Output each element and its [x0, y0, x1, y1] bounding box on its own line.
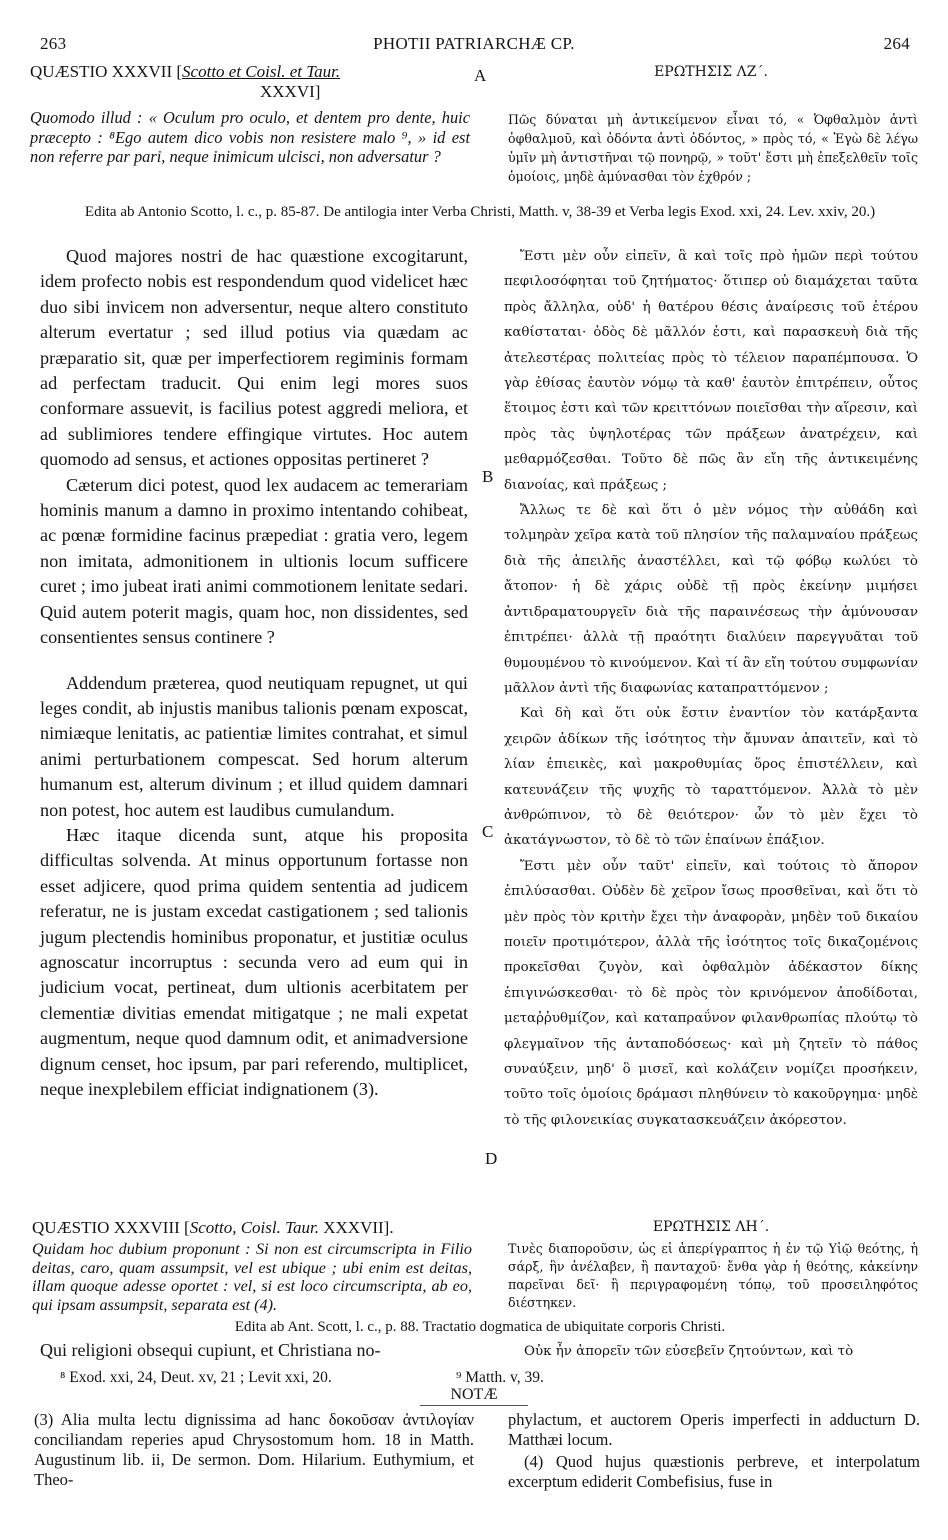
greek-question-text: Πῶς δύναται μὴ ἀντικείμενον εἶναι τό, « Ὀφθαλμὸν ἀντὶ ὀφθαλμοῦ, καὶ ὀδόντα ἀντὶ ὀδόντος, » πρὸς τό, « Ἐγὼ δὲ λέγω ὑμῖν μὴ ἀντιστῆναι τῷ πονηρῷ, » τοῦτ' ἔστι μὴ ἐπεξελθεῖν τοῖς ὁμοίοις, μηδὲ ἀμύνασθαι τὸν ἐχθρόν ;	[508, 112, 918, 184]
footnote-3-part2: phylactum, et auctorem Operis imperfecti in adducturn D. Matthæi locum.	[508, 1410, 920, 1449]
page-number-right: 264	[883, 34, 910, 53]
greek-column	[504, 244, 918, 1128]
latin-paragraph: Cæterum dici potest, quod lex audacem ac temerariam hominis manum a damno in proximo intentando cohibeat, ac pœnæ formidine facinus præpediat : gratia vero, legem non imitata, admonitionem in ultionis locum sufficere curet ; imo jubeat irati animi commotionem lenitate sedari. Quid autem poterit magis, quam hoc, non dissidentes, sed consentientes sensus continere ?	[40, 474, 468, 648]
latin-question-text-38: Quidam hoc dubium proponunt : Si non est circumscripta in Filio deitas, caro, quam assumpsit, vel est ubique ; ubi enim est deitas, illam quoque adesse oportet : vel, si est loco circumscripta, ab eo, qui ipsam assumpsit, separata est (4).	[32, 1240, 472, 1314]
greek-paragraph: Ἔστι μὲν οὖν ταῦτ' εἰπεῖν, καὶ τούτοις τὸ ἄπορον ἐπιλύσασθαι. Οὐδὲν δὲ χεῖρον ἴσως προσθεῖναι, καὶ ὅτι τὸ μὲν πρὸς τὸν κριτὴν ἔχει τὴν ἀναφορὰν, μηδὲν τοῦ δικαίου ποιεῖν προτιμότερον, ἀλλὰ τῆς ἰσότητος τοῖς δικαζομένοις προκεῖσθαι ζυγὸν, καὶ ὀφθαλμὸν ἀδέκαστον δίκης ἐπιγινώσκεσθαι· τὸ δὲ πρὸς τὸν κρινόμενον ἀποδίδοται, μεταῤῥυθμίζον, καὶ καταπραΰνον φιλανθρωπίας πλούτῳ τὸ φλεγμαῖνον τῆς ἀνταποδόσεως· καὶ μὴ ζητεῖν τὸ πάθος συναύξειν, μηδ' ὃ μισεῖ, καὶ κολάζειν νομίζει προσήκειν, τοῦτο τοῖς ὁμοίοις δράμασι πληθύνειν τὸ κακοῦργημα· μηδὲ τὸ τῆς φιλονεικίας συγκατασκευάζειν ἀκόρεστον.	[504, 858, 918, 1128]
margin-letter-b: B	[482, 467, 494, 486]
greek-paragraph: Ἄλλως τε δὲ καὶ ὅτι ὁ μὲν νόμος τὴν αὐθάδη καὶ τολμηρὰν χεῖρα κατὰ τοῦ πλησίον τῆς παλαμναίου πράξεως διὰ τῆς ἀπειλῆς ἀναστέλλει, καὶ τῷ φόβῳ κωλύει τὸ ἄτοπον· ἡ δὲ χάρις οὐδὲ τῇ πρὸς ἐκείνην μιμήσει ἀντιδραματουργεῖν διὰ τῆς παραινέσεως τὴν ἀμύνουσαν ἐπιτρέπει· ἀλλὰ τῇ πραότητι διαλύειν παρεγγυᾶται τοῦ θυμουμένου τὸ κινούμενον. Καὶ τί ἂν εἴη τούτου συμφωνίαν μᾶλλον ἀντὶ τῆς διαφωνίας καταπραττόμενον ;	[504, 503, 918, 696]
margin-letter-a: A	[474, 66, 487, 85]
title-text: QUÆSTIO XXXVII [	[30, 62, 183, 81]
edition-note-38: Edita ab Ant. Scott, l. c., p. 88. Tractatio dogmatica de ubiquitate corporis Christi.	[234, 1319, 726, 1335]
greek-start-line: Οὐκ ἦν ἀπορεῖν τῶν εὐσεβεῖν ζητούντων, καὶ τὸ	[524, 1344, 854, 1359]
footnote-refs-right: ⁹ Matth. v, 39.	[456, 1369, 544, 1386]
latin-column	[40, 244, 468, 1099]
greek-question-text-38: Τινὲς διαποροῦσιν, ὡς εἰ ἀπερίγραπτος ἡ ἐν τῷ Υἱῷ θεότης, ἡ σάρξ, ἣν ἀνέλαβεν, ἢ πανταχοῦ· ἔνθα γὰρ ἡ θεότης, κἀκείνην παρεῖναι δεῖ· ἢ περιγραφομένη τόπῳ, τοῦ προσειληφότος διέστηκεν.	[508, 1241, 918, 1310]
notae-rule	[420, 1405, 528, 1406]
greek-question-title: ΕΡΩΤΗΣΙΣ ΛΖ΄.	[654, 64, 768, 80]
title-text: QUÆSTIO XXXVIII [	[32, 1218, 190, 1237]
greek-paragraph: Ἔστι μὲν οὖν εἰπεῖν, ἃ καὶ τοῖς πρὸ ἡμῶν περὶ τούτου πεφιλοσόφηται τοῦ ζητήματος· ὅτιπερ οὐ διαμάχεται ταῦτα πρὸς ἄλληλα, οὐδ' ἡ θατέρου θέσις ἀναίρεσις τοῦ ἑτέρου καθίσταται· ὁδὸς δὲ μᾶλλόν ἐστι, καὶ παρασκευὴ διὰ τῆς ἀτελεστέρας πολιτείας πρὸς τὸ τέλειον παραπέμπουσα. Ὁ γὰρ ἐθίσας ἑαυτὸν νόμῳ τὰ καθ' ἑαυτὸν ἐπιτρέπειν, οὗτος ἕτοιμος ἐστι καὶ τῶν κρειττόνων ποιεῖσθαι τὴν αἵρεσιν, καὶ πρὸς τὰς ὑψηλοτέρας τῶν πράξεων ἀνατρέχειν, καὶ μεθαρμόζεσθαι. Τοῦτο δὲ πῶς ἂν εἴη τῆς ἀντικειμένης διανοίας, καὶ πράξεως ;	[504, 249, 918, 493]
margin-letter-d: D	[485, 1149, 498, 1168]
title-source: Scotto, Coisl. Taur.	[189, 1218, 319, 1237]
latin-paragraph: Addendum præterea, quod neutiquam repugnet, ut qui leges condit, ab injustis manibus talionis pœnam exposcat, nimiæque lenitatis, ac patientiæ limites contrahat, et simul animi perturbationem compescat. Sed horum alterum humanum est, alterum divinum ; et illud quidem damnari non potest, hoc autem est laudibus cumulandum.	[40, 672, 468, 820]
greek-question-title-38: ΕΡΩΤΗΣΙΣ ΛΗ΄.	[652, 1219, 770, 1235]
latin-paragraph: Quod majores nostri de hac quæstione excogitarunt, idem profecto nobis est respondendum quod videlicet hæc duo sibi invicem non adversentur, neque altero constituto alterum evertatur ; sed illud potius via quædam ac præparatio sit, quæ per imperfectiorem regiminis formam ad perfectam traducit. Qui enim legi mores suos conformare assuevit, is facilius potest aggredi meliora, et ad sublimiores tendere effingique virtutes. Hoc autem quomodo ad sensus, et actiones oppositas pertineret ?	[40, 246, 468, 470]
footnote-refs-left: ⁸ Exod. xxi, 24, Deut. xv, 21 ; Levit xxi, 20.	[60, 1369, 332, 1386]
latin-paragraph: Hæc itaque dicenda sunt, atque his proposita difficultas solvenda. At minus opportunum fortasse non esset adjicere, quod prima quidem sententia ad judicem referatur, ne is justam excedat castigationem ; sed talionis jugum plectendis hominibus proponatur, et justitiæ oculus agnoscatur incorruptus : secunda vero ad eum qui in judicium vocat, pertineat, dum ultionis acerbitatem per clementiæ divitias emendat mitigatque ; ne mali expetat augmentum, neque quod damnum odit, et animadversione dignum censet, hoc ipsum, par pari referendo, multiplicet, neque inexplebilem efficiat indignationem (3).	[40, 824, 468, 1099]
running-title: PHOTII PATRIARCHÆ CP.	[373, 34, 575, 53]
footnote-4: (4) Quod hujus quæstionis perbreve, et interpolatum excerptum ediderit Combefisius, fuse in	[508, 1452, 920, 1491]
page-number-left: 263	[40, 34, 67, 53]
title-number: XXXVI]	[260, 82, 321, 101]
edition-note: Edita ab Antonio Scotto, l. c., p. 85-87. De antilogia inter Verba Christi, Matth. v, 38-39 et Verba legis Exod. xxi, 24. Lev. xxiv, 20.)	[84, 204, 876, 220]
notae-heading: NOTÆ	[450, 1386, 498, 1403]
title-number: XXXVII].	[318, 1218, 394, 1237]
title-source: Scotto et Coisl. et Taur.	[182, 62, 341, 81]
latin-question-title-38	[32, 1218, 472, 1238]
footnote-3-part1: (3) Alia multa lectu dignissima ad hanc δοκοῦσαν ἀντιλογίαν conciliandam reperies apud Chrysostomum hom. 18 in Matth. Augustinum lib. ii, De sermon. Dom. Hilarium. Euthymium, et Theo-	[34, 1410, 474, 1489]
latin-start-line: Qui religioni obsequi cupiunt, et Christiana no-	[40, 1340, 381, 1360]
margin-letter-c: C	[482, 822, 494, 841]
greek-paragraph: Καὶ δὴ καὶ ὅτι οὐκ ἔστιν ἐναντίον τὸν κατάρξαντα χειρῶν ἀδίκων τῆς ἰσότητος τὴν ἄμυναν ἀπαιτεῖν, καὶ τὸ λίαν ἐπιεικὲς, καὶ μακροθυμίας ὅρος ἐπιστέλλειν, καὶ κατευνάζειν τῆς ψυχῆς τὸ ταραττόμενον. Ἀλλὰ τὸ μὲν ἀνθρώπινον, τὸ δὲ θειότερον· ὧν τὸ μὲν ἔχει τὸ ἀκατάγνωστον, τὸ δὲ τὸ τῶν ἐπαίνων ἐπάξιον.	[504, 706, 918, 849]
latin-question-title	[30, 62, 470, 102]
latin-question-text: Quomodo illud : « Oculum pro oculo, et dentem pro dente, huic præcepto : ⁸Ego autem dico vobis non resistere malo ⁹, » id est non referre par pari, neque inimicum ulcisci, non adversatur ?	[30, 108, 470, 166]
